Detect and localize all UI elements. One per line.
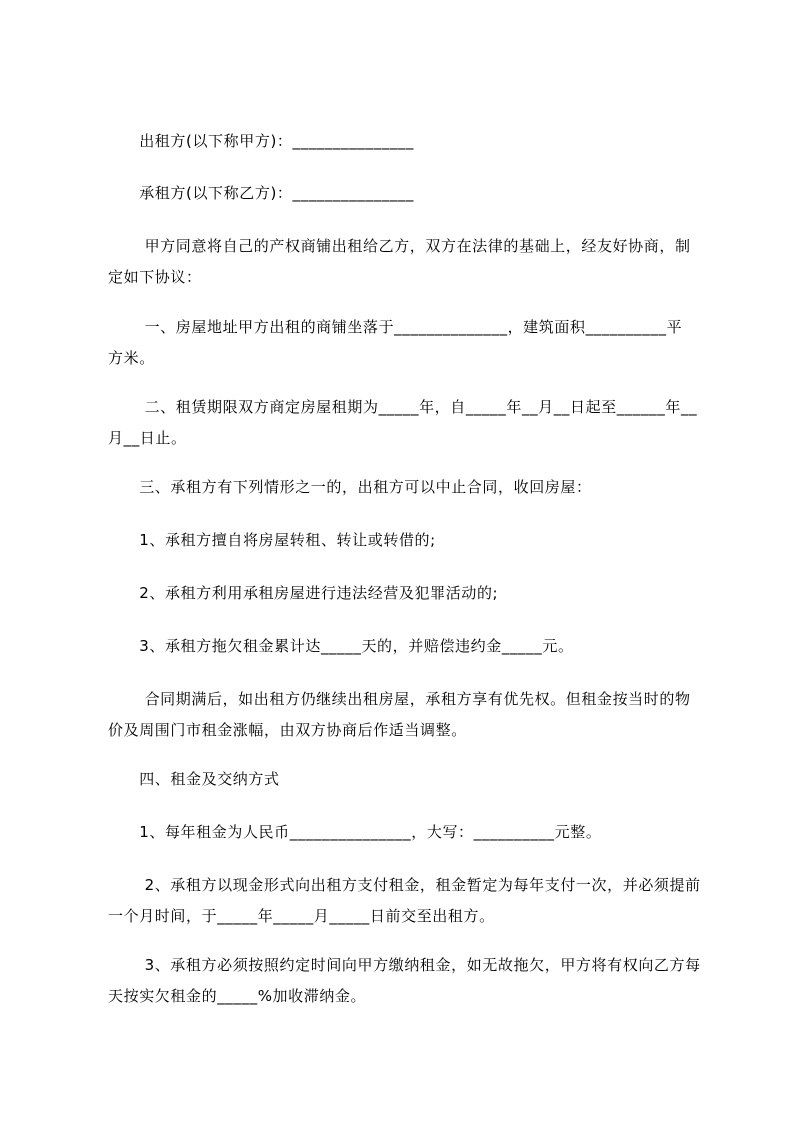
text-line: 二、租赁期限双方商定房屋租期为_____年，自_____年__月__日起至______年__ — [108, 398, 698, 416]
clause-3-item-2 — [108, 578, 700, 609]
text-line: 合同期满后，如出租方仍继续出租房屋，承租方享有优先权。但租金按当时的物 — [108, 690, 691, 708]
text-line: 1、承租方擅自将房屋转租、转让或转借的; — [108, 531, 436, 549]
text-line: 三、承租方有下列情形之一的，出租方可以中止合同，收回房屋： — [108, 478, 592, 496]
clause-4-item-1 — [108, 817, 700, 848]
text-line: 2、承租方以现金形式向出租方支付租金，租金暂定为每年支付一次，并必须提前 — [108, 876, 701, 894]
expiry-paragraph — [108, 684, 700, 746]
intro-paragraph — [108, 231, 700, 293]
clause-3-item-1 — [108, 525, 700, 556]
clause-1-paragraph — [108, 312, 700, 374]
clause-3-item-3 — [108, 631, 700, 662]
clause-4-item-3 — [108, 950, 700, 1012]
clause-4-item-2 — [108, 870, 700, 932]
text-line: 甲方同意将自己的产权商铺出租给乙方，双方在法律的基础上，经友好协商，制 — [108, 237, 691, 255]
text-line: 3、承租方拖欠租金累计达_____天的，并赔偿违约金_____元。 — [108, 637, 574, 655]
clause-2-paragraph — [108, 392, 700, 454]
text-line: 3、承租方必须按照约定时间向甲方缴纳租金，如无故拖欠，甲方将有权向乙方每 — [108, 956, 701, 974]
clause-3-heading — [108, 472, 700, 503]
text-line: 价及周围门市租金涨幅，由双方协商后作适当调整。 — [108, 721, 467, 739]
text-line: 月__日止。 — [108, 429, 187, 447]
lessee-line — [108, 178, 700, 209]
text-line: 承租方(以下称乙方)：_______________ — [108, 184, 415, 202]
text-line: 一、房屋地址甲方出租的商铺坐落于______________，建筑面积__________平 — [108, 318, 683, 336]
clause-4-heading — [108, 764, 700, 795]
text-line: 出租方(以下称甲方)：_______________ — [108, 132, 415, 150]
text-line: 定如下协议： — [108, 268, 202, 286]
text-line: 方米。 — [108, 349, 155, 367]
text-line: 1、每年租金为人民币_______________，大写：__________元整。 — [108, 823, 602, 841]
lessor-line — [108, 126, 700, 157]
text-line: 2、承租方利用承租房屋进行违法经营及犯罪活动的; — [108, 584, 499, 602]
text-line: 四、租金及交纳方式 — [108, 770, 280, 788]
text-line: 一个月时间，于_____年_____月_____日前交至出租方。 — [108, 907, 495, 925]
text-line: 天按实欠租金的_____%加收滞纳金。 — [108, 987, 367, 1005]
